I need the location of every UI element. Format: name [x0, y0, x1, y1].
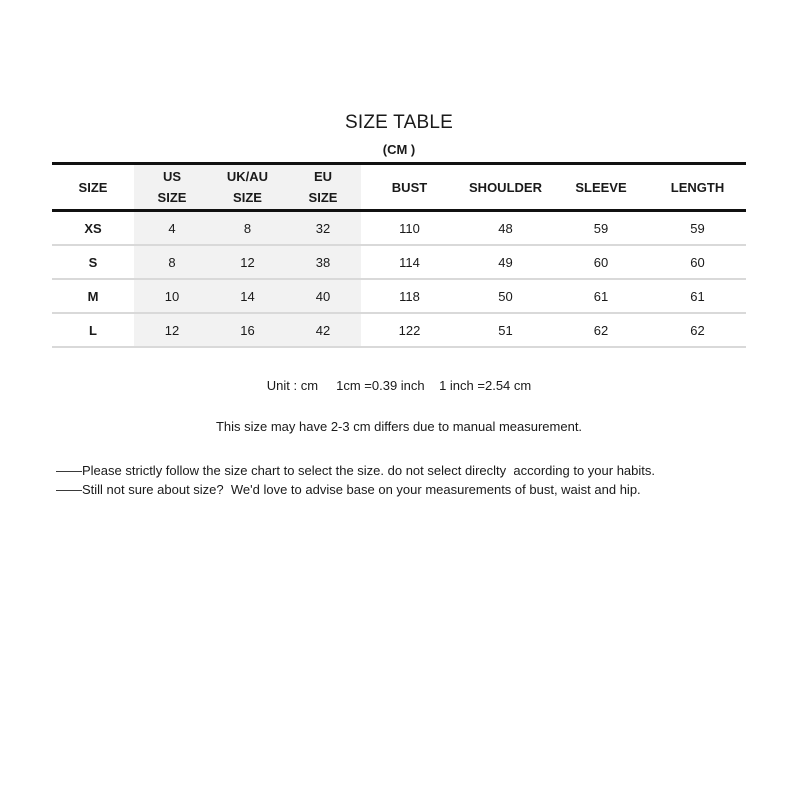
cell-length: 60 [649, 245, 746, 279]
header-bust [361, 164, 458, 211]
cell-shoulder: 49 [458, 245, 553, 279]
table-row [52, 279, 746, 313]
cell-size: S [52, 245, 134, 279]
cell-length: 59 [649, 211, 746, 246]
header-length [649, 164, 746, 211]
cell-size: L [52, 313, 134, 347]
page-title: SIZE TABLE [345, 112, 453, 133]
cell-bust: 114 [361, 245, 458, 279]
cell-sleeve: 59 [553, 211, 649, 246]
size-tip-2: ——Still not sure about size? We'd love to advise base on your measurements of bust, waist and hip. [56, 482, 641, 497]
header-uk-label: UK/AU [226, 169, 269, 184]
size-tip-1: ——Please strictly follow the size chart to select the size. do not select direclty according to your habits. [56, 463, 655, 478]
cell-length: 62 [649, 313, 746, 347]
unit-subtitle: (CM ) [382, 142, 416, 157]
header-sleeve-label: SLEEVE [575, 179, 627, 195]
cell-size: M [52, 279, 134, 313]
cell-eu-size: 38 [285, 245, 361, 279]
cell-bust: 122 [361, 313, 458, 347]
header-size-label: SIZE [78, 179, 108, 195]
cell-uk-au-size: 16 [210, 313, 285, 347]
cell-uk-au-size: 12 [210, 245, 285, 279]
cell-us-size: 4 [134, 211, 210, 246]
unit-conversion-text: Unit : cm 1cm =0.39 inch 1 inch =2.54 cm [266, 378, 532, 393]
cell-eu-size: 42 [285, 313, 361, 347]
table-row [52, 211, 746, 246]
header-shoulder-label: SHOULDER [469, 179, 542, 195]
table-body [52, 211, 746, 348]
cell-eu-size: 32 [285, 211, 361, 246]
header-us-label: US [162, 169, 182, 184]
header-uk-au-size [210, 164, 285, 211]
cell-us-size: 10 [134, 279, 210, 313]
cell-shoulder: 50 [458, 279, 553, 313]
header-eu-sub: SIZE [308, 190, 338, 205]
header-size [52, 164, 134, 211]
cell-us-size: 8 [134, 245, 210, 279]
cell-uk-au-size: 14 [210, 279, 285, 313]
cell-us-size: 12 [134, 313, 210, 347]
cell-sleeve: 62 [553, 313, 649, 347]
table-row [52, 245, 746, 279]
header-row [52, 164, 746, 211]
cell-bust: 110 [361, 211, 458, 246]
table-header [52, 164, 746, 211]
cell-length: 61 [649, 279, 746, 313]
header-us-sub: SIZE [157, 190, 187, 205]
cell-uk-au-size: 8 [210, 211, 285, 246]
cell-shoulder: 48 [458, 211, 553, 246]
header-eu-size [285, 164, 361, 211]
size-table-container [52, 162, 746, 348]
size-table [52, 162, 746, 348]
header-sleeve [553, 164, 649, 211]
cell-shoulder: 51 [458, 313, 553, 347]
header-length-label: LENGTH [670, 179, 725, 195]
cell-bust: 118 [361, 279, 458, 313]
table-row [52, 313, 746, 347]
header-uk-sub: SIZE [233, 190, 262, 205]
header-shoulder [458, 164, 553, 211]
cell-sleeve: 61 [553, 279, 649, 313]
header-eu-label: EU [313, 169, 333, 184]
cell-eu-size: 40 [285, 279, 361, 313]
measurement-note: This size may have 2-3 cm differs due to manual measurement. [215, 419, 583, 434]
cell-sleeve: 60 [553, 245, 649, 279]
header-us-size [134, 164, 210, 211]
cell-size: XS [52, 211, 134, 246]
header-bust-label: BUST [391, 179, 428, 195]
